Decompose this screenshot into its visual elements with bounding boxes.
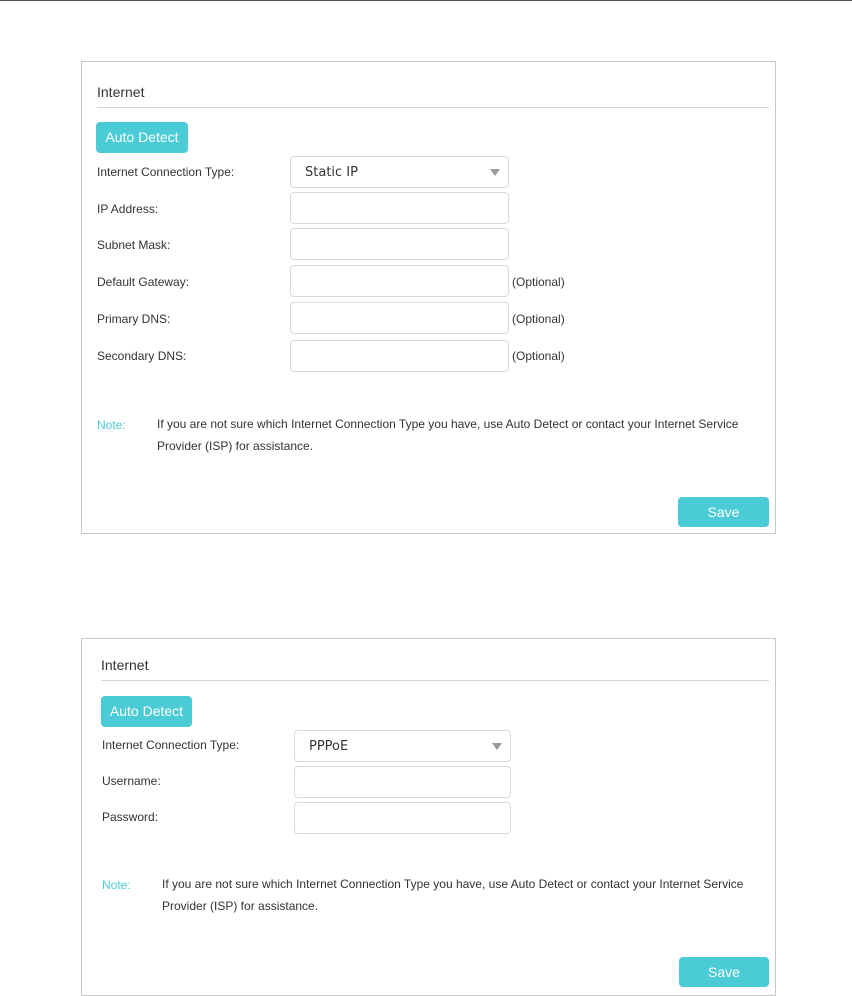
primary-dns-label: Primary DNS: bbox=[97, 312, 171, 326]
primary-dns-optional: (Optional) bbox=[512, 312, 565, 326]
ip-address-label: IP Address: bbox=[97, 202, 159, 216]
username-input[interactable] bbox=[294, 766, 511, 798]
connection-type-label: Internet Connection Type: bbox=[97, 165, 235, 179]
note-line-1: If you are not sure which Internet Connection Type you have, use Auto Detect or contact your Internet Service bbox=[162, 877, 744, 891]
connection-type-select[interactable] bbox=[294, 730, 511, 762]
internet-panel-static-ip bbox=[81, 61, 776, 534]
save-button[interactable]: Save bbox=[678, 497, 769, 527]
secondary-dns-label: Secondary DNS: bbox=[97, 349, 187, 363]
note-text bbox=[157, 413, 767, 457]
connection-type-label: Internet Connection Type: bbox=[102, 738, 240, 752]
secondary-dns-optional: (Optional) bbox=[512, 349, 565, 363]
note-label: Note: bbox=[97, 418, 126, 432]
chevron-down-icon bbox=[490, 169, 500, 176]
username-label: Username: bbox=[102, 774, 161, 788]
secondary-dns-input[interactable] bbox=[290, 340, 509, 372]
note-line-1: If you are not sure which Internet Connection Type you have, use Auto Detect or contact your Internet Service bbox=[157, 417, 739, 431]
panel-title-divider bbox=[97, 107, 769, 108]
default-gateway-label: Default Gateway: bbox=[97, 275, 190, 289]
connection-type-select[interactable] bbox=[290, 156, 509, 188]
save-button[interactable]: Save bbox=[679, 957, 769, 987]
panel-title: Internet bbox=[97, 84, 145, 100]
subnet-mask-label: Subnet Mask: bbox=[97, 238, 171, 252]
note-label: Note: bbox=[102, 878, 131, 892]
panel-title: Internet bbox=[101, 657, 149, 673]
panel-title-divider bbox=[101, 680, 769, 681]
password-label: Password: bbox=[102, 810, 159, 824]
ip-address-input[interactable] bbox=[290, 192, 509, 224]
connection-type-value: PPPoE bbox=[309, 739, 349, 754]
note-text bbox=[162, 873, 768, 917]
auto-detect-button[interactable]: Auto Detect bbox=[96, 122, 188, 153]
primary-dns-input[interactable] bbox=[290, 302, 509, 334]
subnet-mask-input[interactable] bbox=[290, 228, 509, 260]
password-input[interactable] bbox=[294, 802, 511, 834]
note-line-2: Provider (ISP) for assistance. bbox=[157, 439, 314, 453]
note-line-2: Provider (ISP) for assistance. bbox=[162, 899, 319, 913]
internet-panel-pppoe bbox=[81, 638, 776, 996]
auto-detect-button[interactable]: Auto Detect bbox=[101, 696, 192, 727]
default-gateway-optional: (Optional) bbox=[512, 275, 565, 289]
chevron-down-icon bbox=[492, 743, 502, 750]
page-top-rule bbox=[0, 0, 852, 1]
default-gateway-input[interactable] bbox=[290, 265, 509, 297]
connection-type-value: Static IP bbox=[305, 165, 358, 180]
